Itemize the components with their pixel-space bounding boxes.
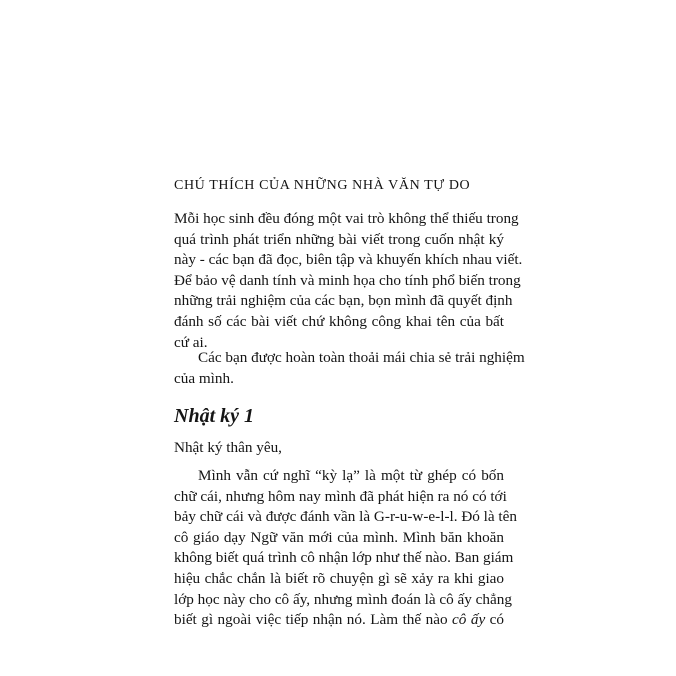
- intro-line: Để bảo vệ danh tính và minh họa cho tính phổ biến trong: [174, 271, 521, 289]
- diary-heading: Nhật ký 1: [174, 405, 254, 427]
- body-line-last: [174, 610, 504, 631]
- intro-line: những trải nghiệm của các bạn, bọn mình đã quyết định: [174, 292, 513, 310]
- intro-line: cứ ai.: [174, 333, 208, 351]
- body-line: chữ cái, nhưng hôm nay mình đã phát hiện ra nó có tới: [174, 487, 507, 505]
- salutation: [174, 438, 504, 459]
- intro-line: Mỗi học sinh đều đóng một vai trò không thể thiếu trong: [174, 210, 519, 227]
- body-line: hiệu chắc chắn là biết rõ chuyện gì sẽ xảy ra khi giao: [174, 569, 504, 587]
- intro2-line: Các bạn được hoàn toàn thoải mái chia sẻ trải nghiệm: [198, 349, 525, 366]
- section-title: CHÚ THÍCH CỦA NHỮNG NHÀ VĂN TỰ DO: [174, 178, 471, 193]
- diary-body: [174, 466, 517, 631]
- intro-line: đánh số các bài viết chứ không công khai tên của bất: [174, 312, 504, 330]
- intro-line: này - các bạn đã đọc, biên tập và khuyến khích nhau viết.: [174, 251, 523, 269]
- body-line: bảy chữ cái và được đánh vần là G-r-u-w-e-l-l. Đó là tên: [174, 508, 517, 526]
- intro-line: quá trình phát triển những bài viết trong cuốn nhật ký: [174, 230, 504, 248]
- intro2-line: của mình.: [174, 369, 234, 387]
- body-line-italic: cô ấy: [452, 611, 486, 629]
- intro-paragraph-2: [174, 348, 525, 389]
- body-line-start: biết gì ngoài việc tiếp nhận nó. Làm thế nào: [174, 611, 448, 629]
- body-line: lớp học này cho cô ấy, nhưng mình đoán là cô ấy chẳng: [174, 590, 512, 608]
- body-line: Mình vẫn cứ nghĩ “kỳ lạ” là một từ ghép có bốn: [198, 467, 504, 484]
- body-line: không biết quá trình cô nhận lớp như thế nào. Ban giám: [174, 549, 514, 567]
- salutation-line: Nhật ký thân yêu,: [174, 439, 282, 456]
- intro-paragraph: [174, 209, 523, 353]
- book-page: [174, 0, 525, 676]
- body-line: cô giáo dạy Ngữ văn mới của mình. Mình băn khoăn: [174, 528, 504, 546]
- body-line-end: có: [489, 611, 505, 629]
